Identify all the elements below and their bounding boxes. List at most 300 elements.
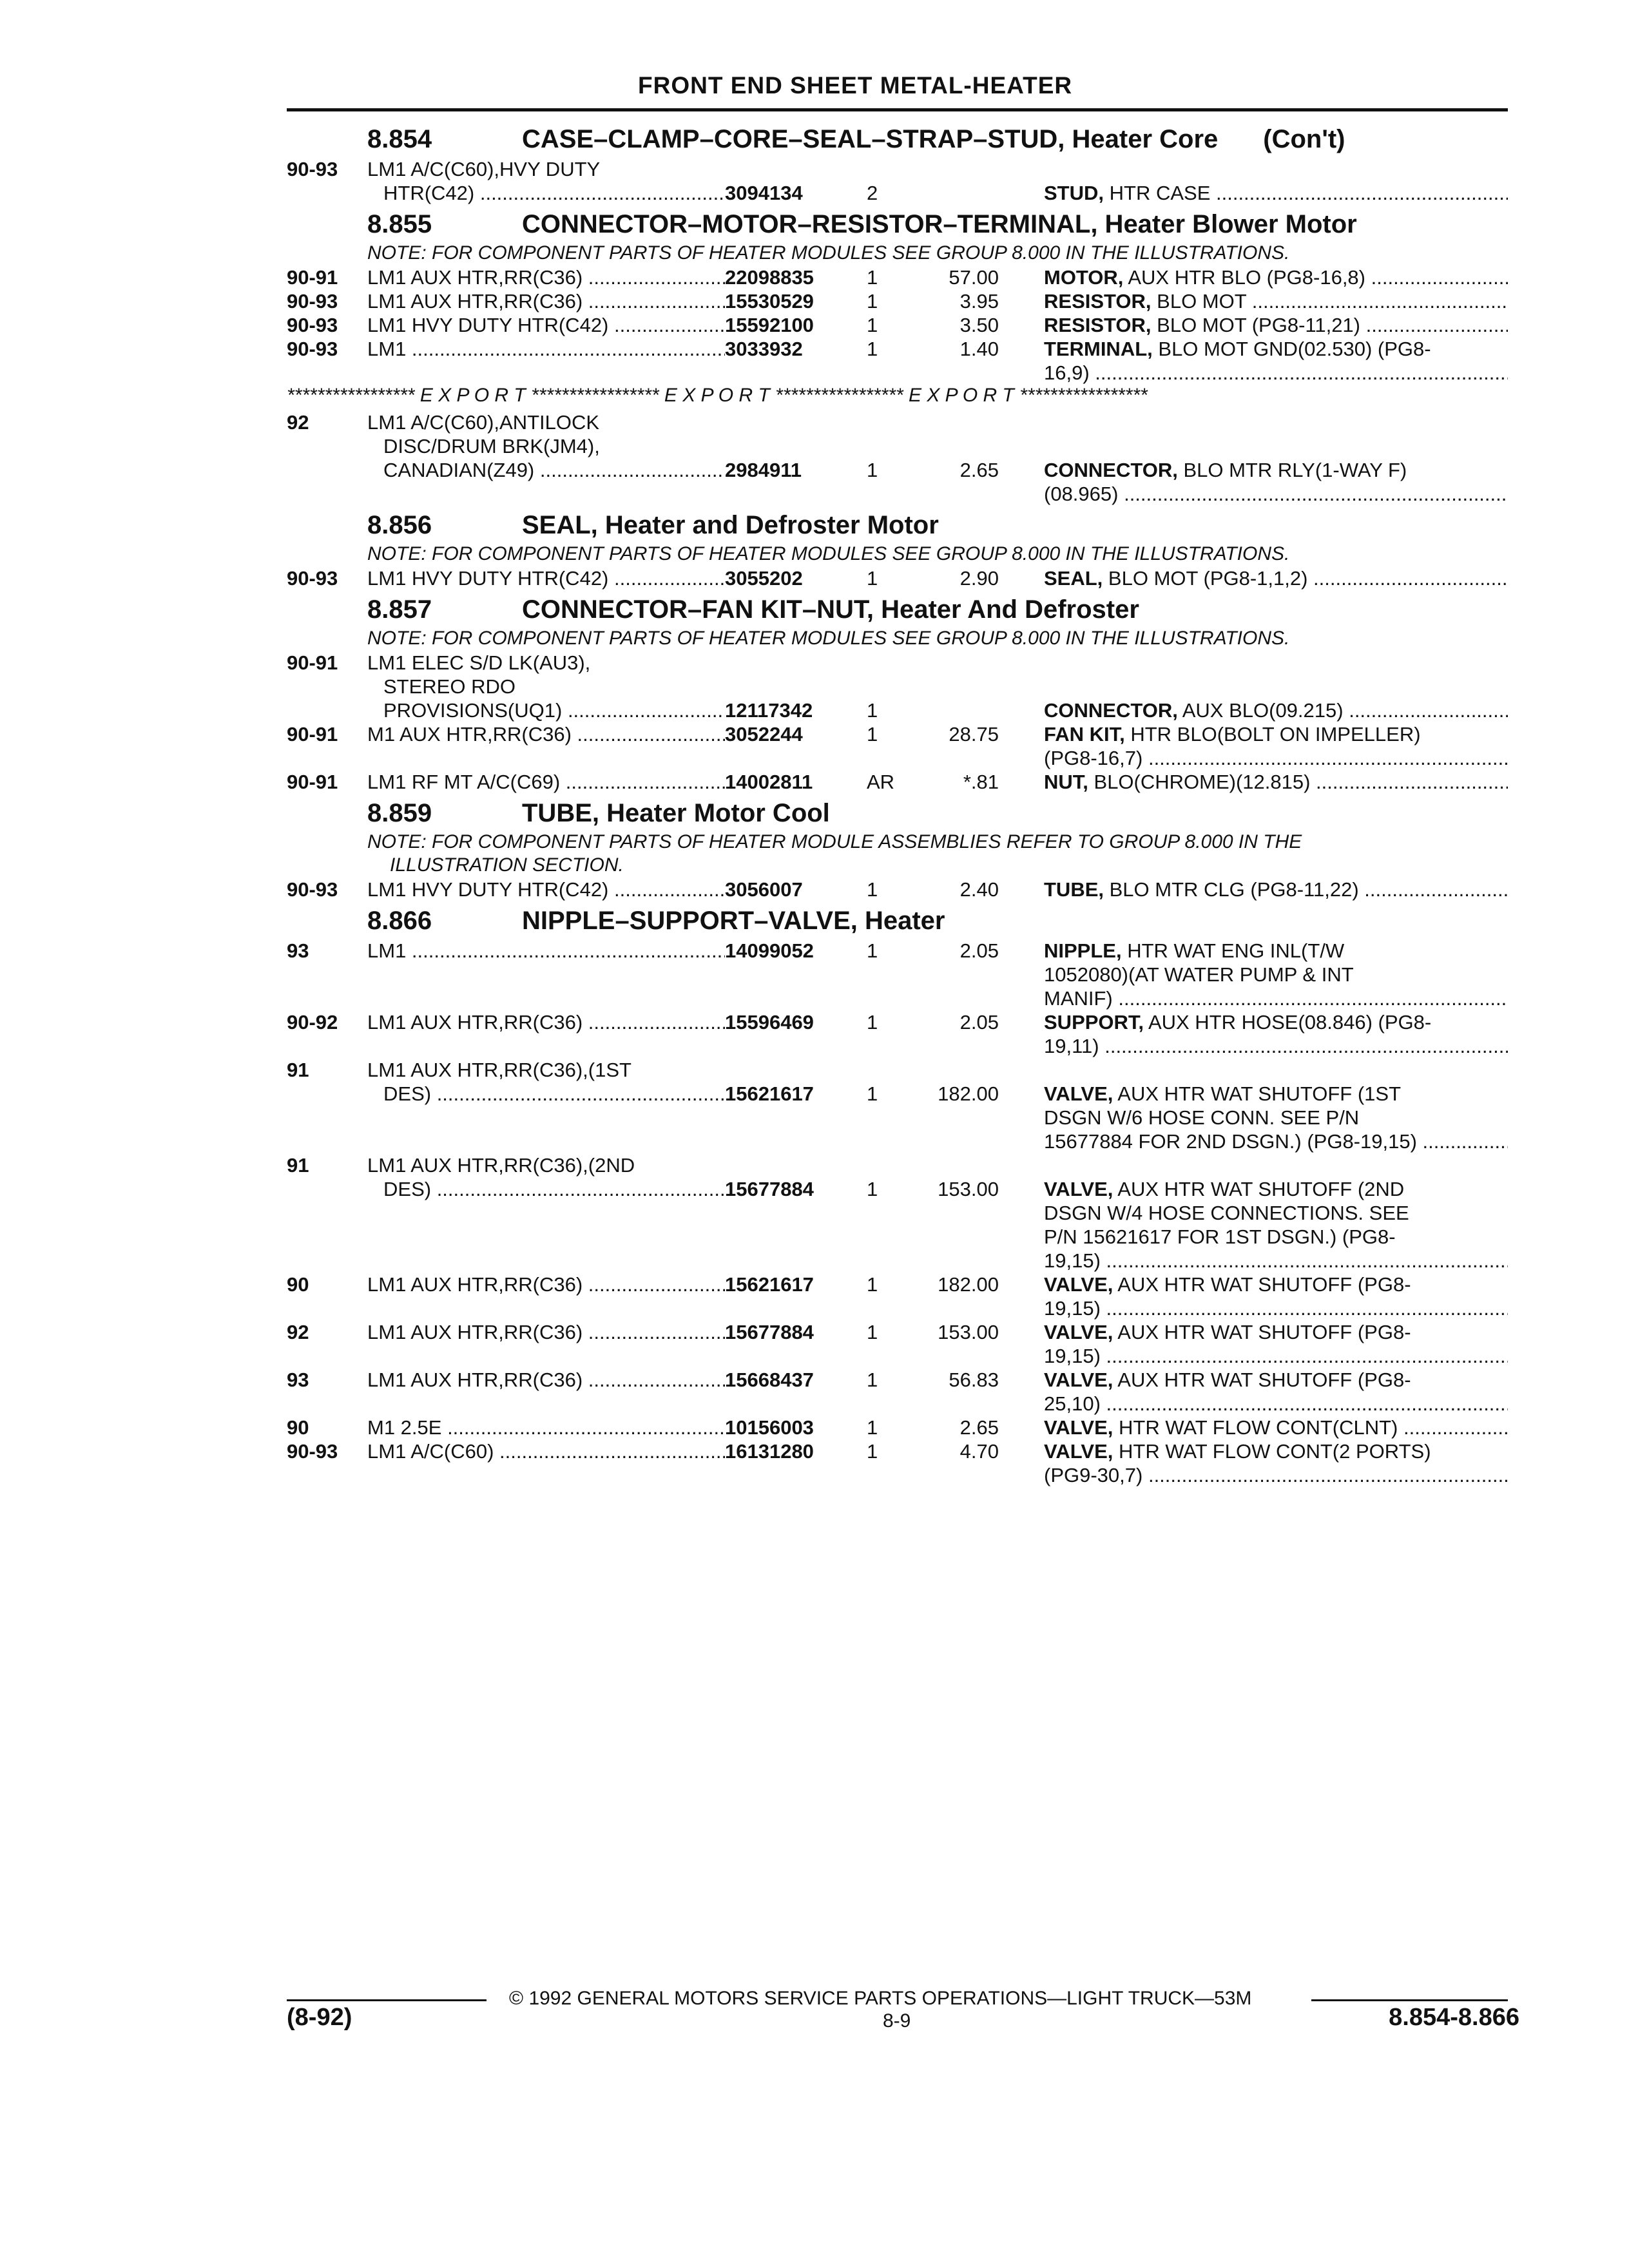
quantity: 1 xyxy=(867,723,878,745)
application-line xyxy=(367,1439,999,1463)
description-text: HTR WAT FLOW CONT(2 PORTS) xyxy=(1119,1440,1431,1463)
application-description xyxy=(367,289,999,313)
application-text: LM1 AUX HTR,RR(C36) ..... xyxy=(367,1273,725,1296)
part-row xyxy=(287,265,1508,289)
part-description xyxy=(1044,566,1508,590)
description-text: HTR BLO(BOLT ON IMPELLER) xyxy=(1130,723,1421,745)
application-text: LM1 AUX HTR,RR(C36) ..... xyxy=(367,1320,725,1344)
export-label: E X P O R T xyxy=(908,385,1014,406)
application-text: LM1 HVY DUTY HTR(C42) ..... xyxy=(367,878,725,901)
application-line xyxy=(367,1010,999,1034)
part-row xyxy=(287,1153,1508,1273)
application-description xyxy=(367,337,999,361)
part-row xyxy=(287,1320,1508,1368)
description-text: P/N 15621617 FOR 1ST DSGN.) (PG8- xyxy=(1044,1225,1396,1248)
part-row xyxy=(287,157,1508,205)
description-line xyxy=(1044,986,1508,1010)
part-number: 3055202 xyxy=(725,567,803,590)
model-years: 90-93 xyxy=(287,290,338,312)
section-note: NOTE: FOR COMPONENT PARTS OF HEATER MODULES SEE GROUP 8.000 IN THE ILLUSTRATIONS. xyxy=(367,628,1290,649)
application-line: LM1 A/C(C60),ANTILOCK xyxy=(367,411,600,434)
part-number: 14002811 xyxy=(725,771,813,793)
application-text: M1 2.5E ..... xyxy=(367,1416,725,1439)
price: 182.00 xyxy=(938,1082,999,1105)
application-line xyxy=(367,1082,999,1106)
application-description xyxy=(367,1368,999,1392)
section-note: NOTE: FOR COMPONENT PARTS OF HEATER MODULE ASSEMBLIES REFER TO GROUP 8.000 IN THE xyxy=(367,831,1302,852)
part-name: FAN KIT, xyxy=(1044,723,1125,745)
application-text: CANADIAN(Z49) ..... xyxy=(383,458,725,482)
description-line xyxy=(1044,1273,1508,1296)
application-description xyxy=(367,265,999,289)
model-years: 90 xyxy=(287,1416,309,1439)
description-text: 15677884 FOR 2ND DSGN.) (PG8-19,15) xyxy=(1044,1130,1417,1153)
part-name: VALVE, xyxy=(1044,1440,1113,1463)
model-years: 92 xyxy=(287,1321,309,1343)
model-years: 90-93 xyxy=(287,158,338,180)
description-line xyxy=(1044,361,1508,385)
part-row xyxy=(287,1416,1508,1439)
description-text: AUX HTR WAT SHUTOFF (PG8- xyxy=(1117,1369,1411,1391)
part-number: 12117342 xyxy=(725,699,813,722)
model-years: 93 xyxy=(287,939,309,962)
part-name: VALVE, xyxy=(1044,1321,1113,1343)
part-number: 15621617 xyxy=(725,1273,814,1296)
section-title-text: TUBE, Heater Motor Cool xyxy=(522,799,830,827)
application-text: LM1 HVY DUTY HTR(C42) ..... xyxy=(367,313,725,337)
description-text: (PG8-16,7) xyxy=(1044,747,1143,769)
description-line xyxy=(1044,1177,1508,1201)
footer-rule-left xyxy=(287,1999,487,2001)
application-text: LM1 AUX HTR,RR(C36) ..... xyxy=(367,265,725,289)
description-line xyxy=(1044,1201,1508,1225)
footer-group-range: 8.854-8.866 xyxy=(1389,2004,1519,2031)
application-description xyxy=(367,1416,999,1439)
description-line xyxy=(1044,1249,1508,1273)
part-name: RESISTOR, xyxy=(1044,314,1152,336)
description-text: 19,15) xyxy=(1044,1297,1101,1320)
application-line: DISC/DRUM BRK(JM4), xyxy=(383,435,600,457)
application-line xyxy=(367,566,999,590)
application-line xyxy=(367,458,999,482)
section-heading xyxy=(287,901,1508,939)
description-text: 19,15) xyxy=(1044,1345,1101,1367)
application-description xyxy=(367,1058,999,1106)
section-title xyxy=(522,595,1139,624)
part-number: 3052244 xyxy=(725,723,803,745)
price xyxy=(925,181,999,205)
description-text: 19,11) xyxy=(1044,1035,1099,1057)
application-text: LM1 A/C(C60) ..... xyxy=(367,1439,725,1463)
part-row xyxy=(287,939,1508,1010)
part-description xyxy=(1044,265,1508,289)
description-line xyxy=(1044,698,1508,722)
description-line xyxy=(1044,1034,1508,1058)
part-description xyxy=(1044,458,1508,506)
description-line xyxy=(1044,313,1508,337)
description-line xyxy=(1044,337,1508,361)
application-line xyxy=(367,878,999,901)
application-line: LM1 ELEC S/D LK(AU3), xyxy=(367,651,591,674)
export-label: E X P O R T xyxy=(664,385,770,406)
price: 2.65 xyxy=(959,1416,999,1439)
section-title-text: CONNECTOR–FAN KIT–NUT, Heater And Defroster xyxy=(522,595,1139,624)
description-line xyxy=(1044,963,1508,986)
section-heading xyxy=(287,205,1508,242)
quantity: 1 xyxy=(867,1321,878,1343)
quantity: 2 xyxy=(867,182,878,204)
application-description xyxy=(367,1010,999,1034)
part-number: 15592100 xyxy=(725,314,814,336)
description-line xyxy=(1044,482,1508,506)
quantity: 1 xyxy=(867,939,878,962)
part-number: 15621617 xyxy=(725,1082,814,1105)
part-row xyxy=(287,770,1508,794)
part-description xyxy=(1044,289,1508,313)
part-description xyxy=(1044,1273,1508,1320)
price: 4.70 xyxy=(959,1440,999,1463)
application-text: LM1 AUX HTR,RR(C36) ..... xyxy=(367,1368,725,1392)
application-description xyxy=(367,157,999,205)
application-line xyxy=(367,698,999,722)
quantity: 1 xyxy=(867,1178,878,1200)
part-description xyxy=(1044,1368,1508,1416)
description-line xyxy=(1044,878,1508,901)
application-text: DES) ..... xyxy=(383,1082,725,1106)
part-row xyxy=(287,566,1508,590)
part-name: TERMINAL, xyxy=(1044,338,1153,360)
description-text: AUX HTR WAT SHUTOFF (2ND xyxy=(1117,1178,1405,1200)
section-note: NOTE: FOR COMPONENT PARTS OF HEATER MODULES SEE GROUP 8.000 IN THE ILLUSTRATIONS. xyxy=(367,242,1290,264)
application-line: LM1 AUX HTR,RR(C36),(2ND xyxy=(367,1154,635,1177)
application-line xyxy=(367,1368,999,1392)
quantity: 1 xyxy=(867,1416,878,1439)
section-number: 8.859 xyxy=(367,799,432,827)
section-title-text: NIPPLE–SUPPORT–VALVE, Heater xyxy=(522,907,945,935)
section-title xyxy=(522,210,1357,239)
part-name: TUBE, xyxy=(1044,878,1104,901)
price: 182.00 xyxy=(938,1273,999,1296)
part-description xyxy=(1044,337,1508,385)
description-text: AUX HTR HOSE(08.846) (PG8- xyxy=(1148,1011,1432,1033)
section-note: NOTE: FOR COMPONENT PARTS OF HEATER MODULES SEE GROUP 8.000 IN THE ILLUSTRATIONS. xyxy=(367,543,1290,564)
description-text: BLO(CHROME)(12.815) xyxy=(1094,771,1311,793)
description-line xyxy=(1044,1439,1508,1463)
price: 2.05 xyxy=(959,1011,999,1033)
description-text: BLO MOT GND(02.530) (PG8- xyxy=(1158,338,1431,360)
header-rule xyxy=(287,108,1508,111)
application-line xyxy=(367,939,999,963)
section-note-continued: ILLUSTRATION SECTION. xyxy=(390,854,624,876)
part-row xyxy=(287,722,1508,770)
application-description xyxy=(367,410,999,482)
part-description xyxy=(1044,313,1508,337)
price: 2.90 xyxy=(959,567,999,590)
model-years: 90-93 xyxy=(287,1440,338,1463)
description-text: AUX HTR BLO (PG8-16,8) xyxy=(1128,266,1365,289)
description-text: 1052080)(AT WATER PUMP & INT xyxy=(1044,963,1354,986)
section-number: 8.854 xyxy=(367,125,432,153)
application-text: LM1 AUX HTR,RR(C36) ..... xyxy=(367,289,725,313)
part-number: 15668437 xyxy=(725,1369,814,1391)
description-text: HTR WAT ENG INL(T/W xyxy=(1127,939,1345,962)
model-years: 90 xyxy=(287,1273,309,1296)
application-description xyxy=(367,770,999,794)
application-line: LM1 A/C(C60),HVY DUTY xyxy=(367,158,601,180)
model-years: 90-92 xyxy=(287,1011,338,1033)
description-line xyxy=(1044,1368,1508,1392)
application-line xyxy=(367,1320,999,1344)
part-description xyxy=(1044,181,1508,205)
part-description xyxy=(1044,1177,1508,1273)
part-row xyxy=(287,651,1508,722)
part-description xyxy=(1044,722,1508,770)
description-text: 25,10) xyxy=(1044,1392,1101,1415)
quantity: 1 xyxy=(867,699,878,722)
page-title: FRONT END SHEET METAL-HEATER xyxy=(638,72,1073,99)
application-line xyxy=(367,313,999,337)
description-text: 19,15) xyxy=(1044,1249,1101,1272)
section-heading xyxy=(287,120,1508,157)
description-text: AUX HTR WAT SHUTOFF (PG8- xyxy=(1117,1273,1411,1296)
application-description xyxy=(367,566,999,590)
part-name: MOTOR, xyxy=(1044,266,1124,289)
part-name: NUT, xyxy=(1044,771,1088,793)
part-name: SEAL, xyxy=(1044,567,1103,590)
price: 2.65 xyxy=(959,459,999,481)
description-line xyxy=(1044,1082,1508,1106)
quantity: 1 xyxy=(867,1011,878,1033)
footer-copyright: © 1992 GENERAL MOTORS SERVICE PARTS OPERATIONS—LIGHT TRUCK—53M xyxy=(509,1988,1252,2009)
part-number: 3094134 xyxy=(725,182,803,204)
model-years: 93 xyxy=(287,1369,309,1391)
application-text: HTR(C42) ..... xyxy=(383,181,725,205)
description-text: (08.965) xyxy=(1044,483,1119,505)
application-line xyxy=(367,1416,999,1439)
quantity: AR xyxy=(867,771,895,793)
part-number: 15677884 xyxy=(725,1321,814,1343)
part-description xyxy=(1044,1320,1508,1368)
part-description xyxy=(1044,878,1508,901)
description-line xyxy=(1044,939,1508,963)
part-description xyxy=(1044,1416,1508,1439)
model-years: 90-91 xyxy=(287,266,338,289)
part-number: 15530529 xyxy=(725,290,814,312)
description-text: BLO MTR RLY(1-WAY F) xyxy=(1183,459,1407,481)
export-label: E X P O R T xyxy=(419,385,526,406)
quantity: 1 xyxy=(867,567,878,590)
description-line xyxy=(1044,746,1508,770)
model-years: 90-91 xyxy=(287,651,338,674)
application-description xyxy=(367,1273,999,1296)
part-row xyxy=(287,1058,1508,1153)
description-line xyxy=(1044,458,1508,482)
description-text: BLO MOT (PG8-11,21) xyxy=(1157,314,1360,336)
price: *.81 xyxy=(963,771,999,793)
model-years: 90-93 xyxy=(287,567,338,590)
part-row xyxy=(287,337,1508,385)
part-number: 3033932 xyxy=(725,338,803,360)
section-title-text: SEAL, Heater and Defroster Motor xyxy=(522,511,939,539)
application-description xyxy=(367,939,999,963)
application-line: LM1 AUX HTR,RR(C36),(1ST xyxy=(367,1059,631,1081)
section-number: 8.855 xyxy=(367,210,432,238)
part-name: VALVE, xyxy=(1044,1369,1113,1391)
part-number: 10156003 xyxy=(725,1416,814,1439)
quantity: 1 xyxy=(867,290,878,312)
description-text: AUX HTR WAT SHUTOFF (PG8- xyxy=(1117,1321,1411,1343)
quantity: 1 xyxy=(867,314,878,336)
application-description xyxy=(367,1439,999,1463)
part-name: SUPPORT, xyxy=(1044,1011,1144,1033)
section-title xyxy=(522,511,939,540)
application-description xyxy=(367,313,999,337)
description-line xyxy=(1044,181,1508,205)
part-description xyxy=(1044,1439,1508,1487)
description-line xyxy=(1044,1010,1508,1034)
part-row xyxy=(287,313,1508,337)
application-line xyxy=(367,265,999,289)
part-row xyxy=(287,1273,1508,1320)
section-title xyxy=(522,799,830,828)
part-description xyxy=(1044,1082,1508,1153)
model-years: 90-93 xyxy=(287,878,338,901)
price: 153.00 xyxy=(938,1321,999,1343)
price: 3.50 xyxy=(959,314,999,336)
application-text: LM1 AUX HTR,RR(C36) ..... xyxy=(367,1010,725,1034)
application-text: LM1 ..... xyxy=(367,337,725,361)
description-line xyxy=(1044,289,1508,313)
section-number: 8.866 xyxy=(367,907,432,935)
description-line xyxy=(1044,1416,1508,1439)
description-line xyxy=(1044,1463,1508,1487)
price xyxy=(925,698,999,722)
application-line xyxy=(367,722,999,746)
part-description xyxy=(1044,1010,1508,1058)
part-description xyxy=(1044,939,1508,1010)
model-years: 90-93 xyxy=(287,338,338,360)
description-line xyxy=(1044,265,1508,289)
price: 57.00 xyxy=(949,266,999,289)
description-text: HTR WAT FLOW CONT(CLNT) xyxy=(1119,1416,1398,1439)
application-line xyxy=(367,289,999,313)
description-line xyxy=(1044,566,1508,590)
part-row xyxy=(287,289,1508,313)
description-text: MANIF) xyxy=(1044,987,1113,1010)
part-number: 14099052 xyxy=(725,939,814,962)
quantity: 1 xyxy=(867,878,878,901)
part-row xyxy=(287,410,1508,506)
quantity: 1 xyxy=(867,1369,878,1391)
section-heading xyxy=(287,794,1508,831)
description-line xyxy=(1044,1106,1508,1129)
application-text: DES) ..... xyxy=(383,1177,725,1201)
quantity: 1 xyxy=(867,1440,878,1463)
quantity: 1 xyxy=(867,266,878,289)
section-number: 8.857 xyxy=(367,595,432,624)
application-text: M1 AUX HTR,RR(C36) ..... xyxy=(367,722,725,746)
section-title-text: CASE–CLAMP–CORE–SEAL–STRAP–STUD, Heater Core xyxy=(522,125,1219,153)
description-line xyxy=(1044,1344,1508,1368)
part-number: 22098835 xyxy=(725,266,814,289)
part-name: RESISTOR, xyxy=(1044,290,1152,312)
application-text: PROVISIONS(UQ1) ..... xyxy=(383,698,725,722)
price: 3.95 xyxy=(959,290,999,312)
part-name: VALVE, xyxy=(1044,1178,1113,1200)
application-line xyxy=(367,770,999,794)
description-text: DSGN W/4 HOSE CONNECTIONS. SEE xyxy=(1044,1202,1409,1224)
part-name: NIPPLE, xyxy=(1044,939,1122,962)
description-line xyxy=(1044,1129,1508,1153)
application-line xyxy=(367,1273,999,1296)
application-description xyxy=(367,722,999,746)
part-number: 3056007 xyxy=(725,878,803,901)
part-row xyxy=(287,1010,1508,1058)
quantity: 1 xyxy=(867,459,878,481)
description-text: HTR CASE xyxy=(1109,182,1211,204)
parts-list xyxy=(287,120,1508,1487)
quantity: 1 xyxy=(867,1082,878,1105)
description-text: (PG9-30,7) xyxy=(1044,1464,1143,1486)
application-text: LM1 RF MT A/C(C69) ..... xyxy=(367,770,725,794)
section-title xyxy=(522,907,945,936)
application-line xyxy=(367,337,999,361)
price: 2.05 xyxy=(959,939,999,962)
quantity: 1 xyxy=(867,338,878,360)
description-line xyxy=(1044,770,1508,794)
part-name: CONNECTOR, xyxy=(1044,699,1178,722)
part-name: STUD, xyxy=(1044,182,1104,204)
model-years: 90-93 xyxy=(287,314,338,336)
model-years: 90-91 xyxy=(287,723,338,745)
price: 56.83 xyxy=(949,1369,999,1391)
part-name: CONNECTOR, xyxy=(1044,459,1178,481)
description-text: BLO MOT (PG8-1,1,2) xyxy=(1108,567,1308,590)
description-line xyxy=(1044,1320,1508,1344)
export-divider: ***************** E X P O R T ***************** E X P O R T ***************** E X P O R T ***************** xyxy=(287,385,1148,406)
description-line xyxy=(1044,1392,1508,1416)
application-description xyxy=(367,1320,999,1344)
part-number: 15596469 xyxy=(725,1011,814,1033)
price: 2.40 xyxy=(959,878,999,901)
quantity: 1 xyxy=(867,1273,878,1296)
price: 1.40 xyxy=(959,338,999,360)
price: 28.75 xyxy=(949,723,999,745)
description-text: AUX BLO(09.215) xyxy=(1182,699,1344,722)
application-line xyxy=(367,181,999,205)
application-description xyxy=(367,651,999,722)
part-number: 2984911 xyxy=(725,459,802,481)
part-description xyxy=(1044,698,1508,722)
model-years: 91 xyxy=(287,1059,309,1081)
application-line xyxy=(367,1177,999,1201)
footer-page-number: 8-9 xyxy=(883,2010,911,2032)
section-title xyxy=(522,125,1345,154)
application-text: LM1 HVY DUTY HTR(C42) ..... xyxy=(367,566,725,590)
model-years: 90-91 xyxy=(287,771,338,793)
section-number: 8.856 xyxy=(367,511,432,539)
continued-marker: (Con't) xyxy=(1263,125,1345,153)
application-description xyxy=(367,878,999,901)
section-title-text: CONNECTOR–MOTOR–RESISTOR–TERMINAL, Heater Blower Motor xyxy=(522,210,1357,238)
description-line xyxy=(1044,1225,1508,1249)
section-heading xyxy=(287,590,1508,628)
section-heading xyxy=(287,506,1508,543)
part-row xyxy=(287,1368,1508,1416)
footer-date: (8-92) xyxy=(287,2004,352,2031)
application-line: STEREO RDO xyxy=(383,675,516,698)
part-row xyxy=(287,878,1508,901)
